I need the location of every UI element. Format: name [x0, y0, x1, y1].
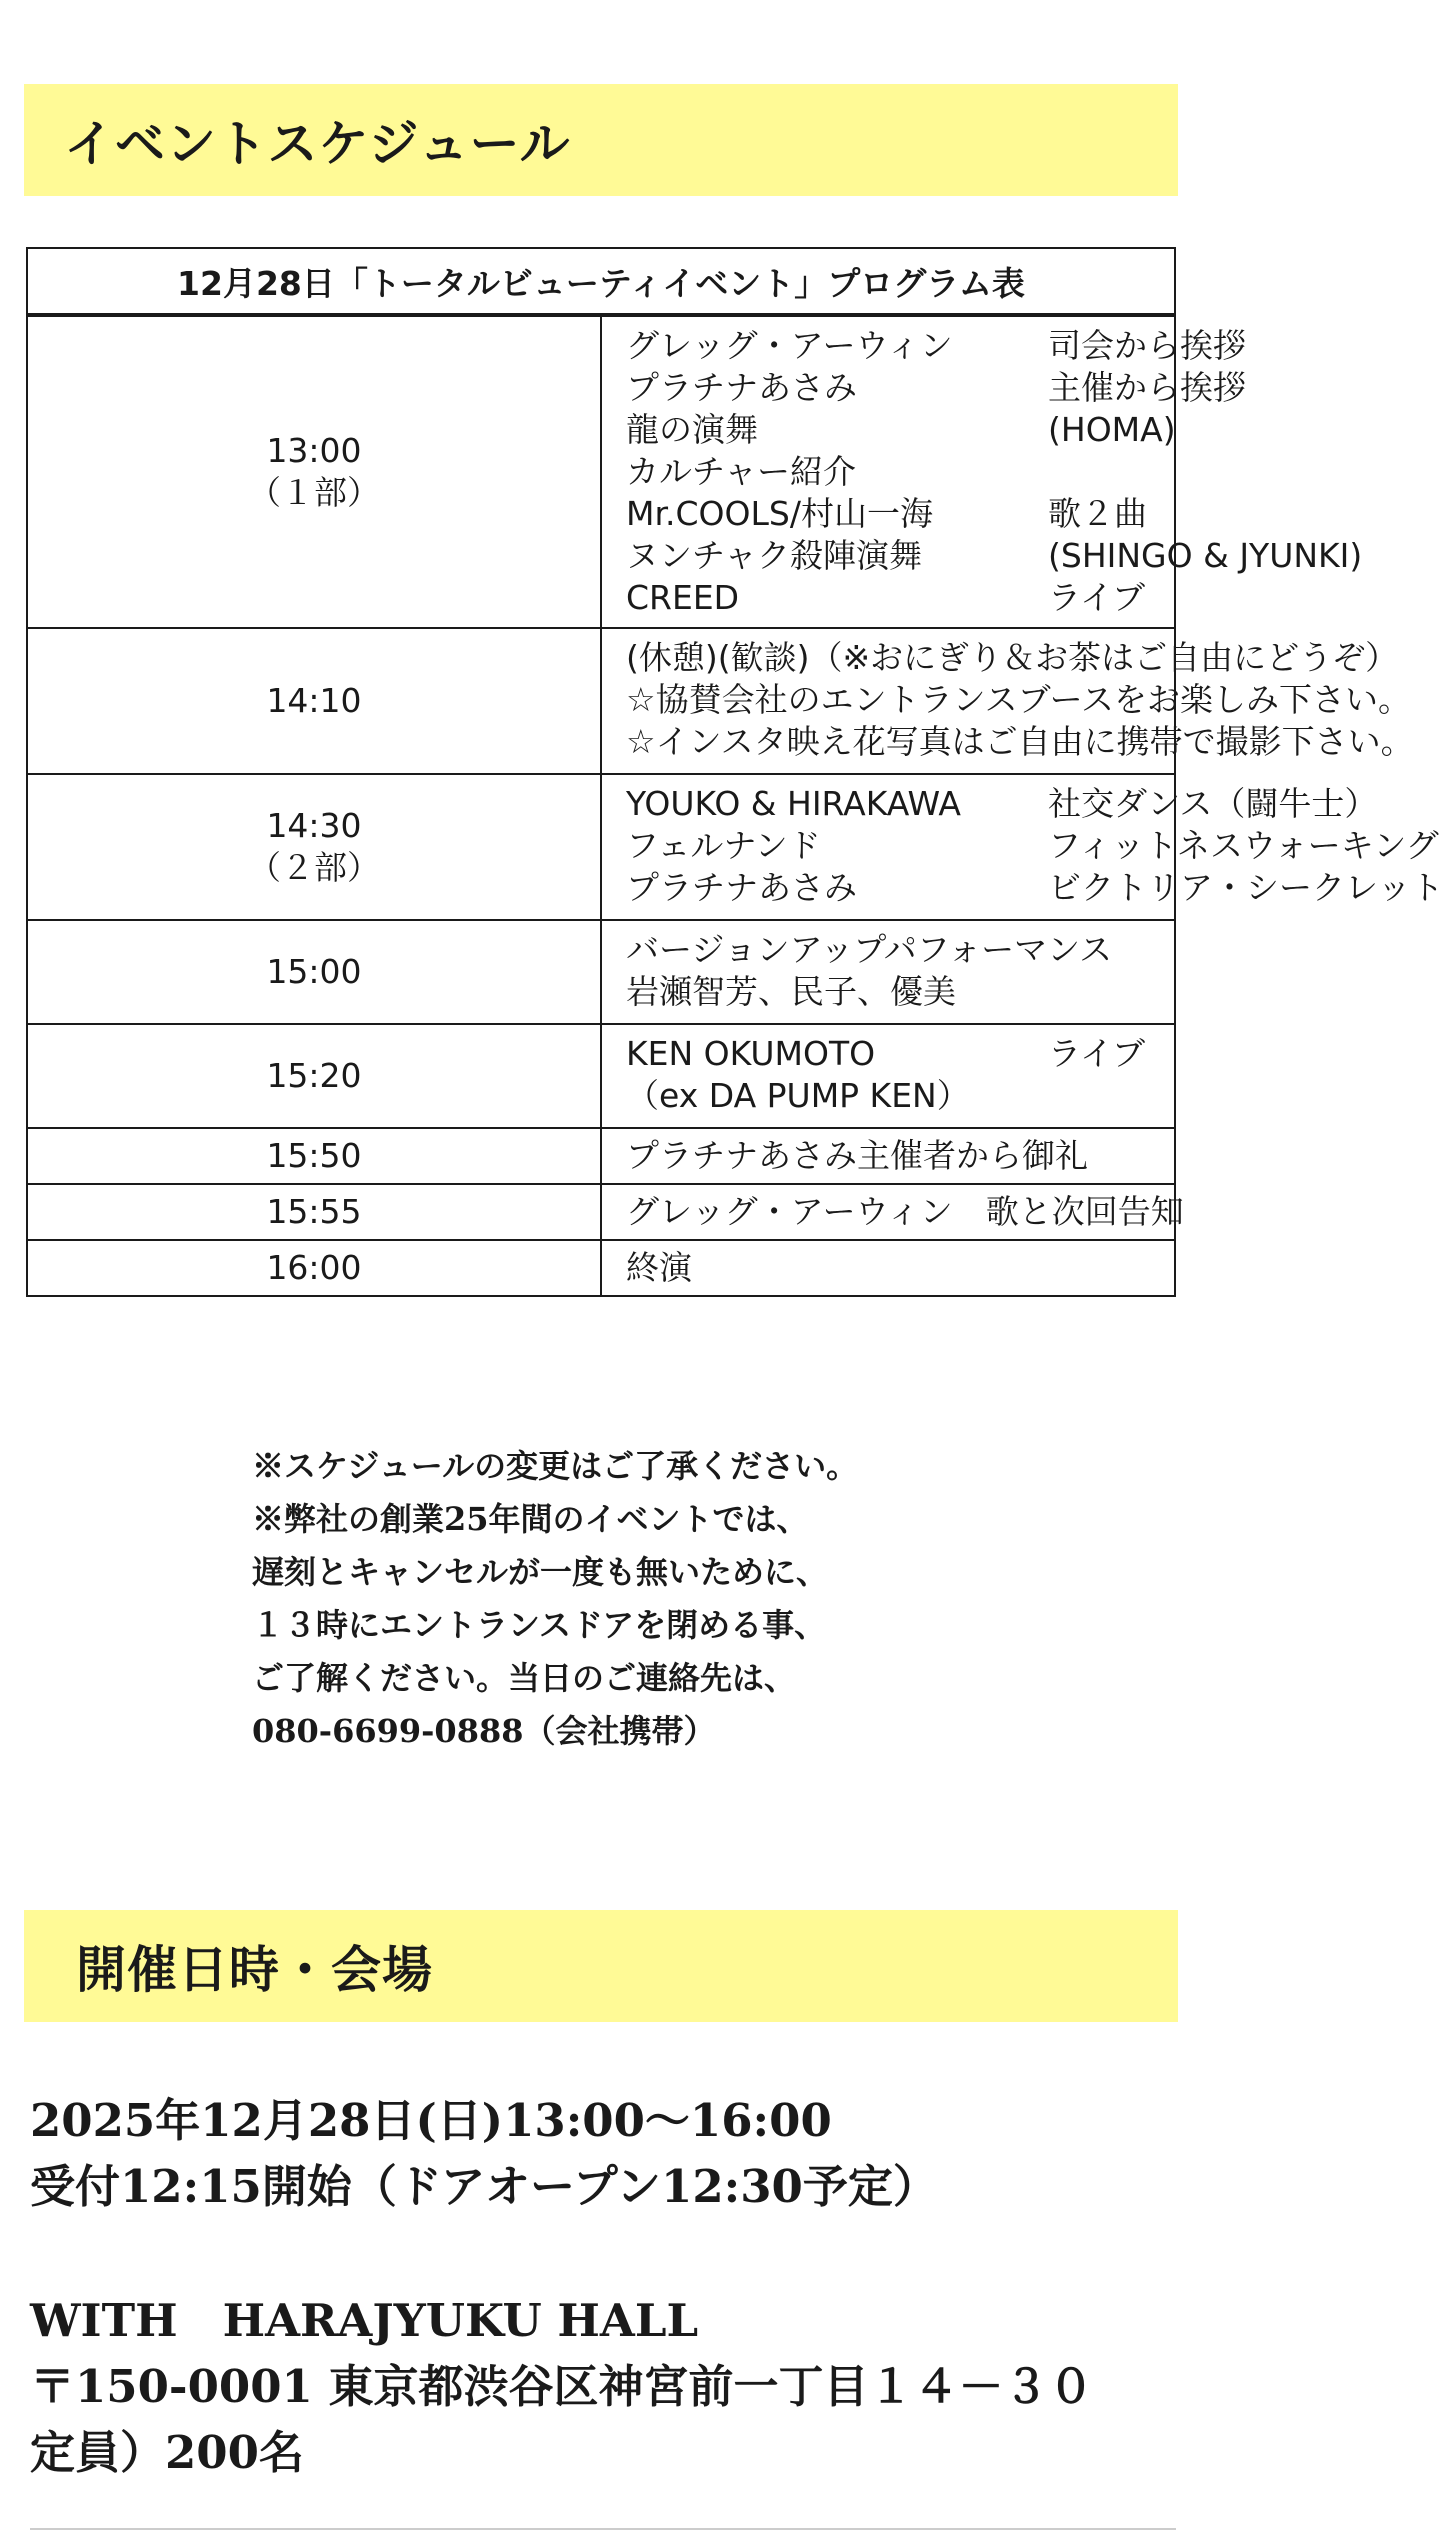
performance-description: ライブ: [1048, 578, 1146, 617]
program-line: [626, 325, 1246, 367]
program-details: [601, 1128, 1175, 1184]
note-line: ※スケジュールの変更はご了承ください。: [252, 1447, 859, 1485]
program-line: [626, 1075, 1174, 1117]
program-time: [27, 920, 601, 1024]
program-row: [27, 1240, 1175, 1296]
program-lines: [626, 1191, 1184, 1233]
program-row: [27, 774, 1175, 920]
program-details: [601, 920, 1175, 1024]
performer: Mr.COOLS/村山一海: [626, 494, 933, 533]
program-line: [626, 1135, 1174, 1177]
performer: プラチナあさみ主催者から御礼: [626, 1136, 1088, 1175]
program-line: [626, 535, 1363, 577]
note-line: １３時にエントランスドアを閉める事、: [252, 1606, 827, 1644]
note-line: 遅刻とキャンセルが一度も無いために、: [252, 1553, 829, 1591]
program-time-value: 14:30: [266, 806, 362, 845]
program-time-value: 13:00: [266, 431, 362, 470]
performance-description: 司会から挨拶: [1048, 326, 1246, 365]
performer: プラチナあさみ: [626, 868, 857, 907]
program-row: [27, 315, 1175, 628]
performer: カルチャー紹介: [626, 452, 857, 491]
program-table: [26, 247, 1444, 1297]
program-details: [601, 315, 1363, 628]
program-details: [601, 1184, 1184, 1240]
program-time: [27, 1024, 601, 1128]
program-line: [626, 1191, 1184, 1233]
program-row: [27, 1128, 1175, 1184]
program-time-value: 14:10: [266, 681, 362, 720]
performance-description: 歌２曲: [1048, 494, 1147, 533]
program-table-caption: 12月28日「トータルビューティイベント」プログラム表: [27, 248, 1175, 315]
program-details: [601, 1240, 1175, 1296]
program-line: [626, 679, 1411, 721]
program-lines: [626, 325, 1363, 619]
program-lines: [626, 1135, 1174, 1177]
venue-capacity: 定員）200名: [30, 2426, 304, 2479]
program-time: [27, 315, 601, 628]
performer: バージョンアップパフォーマンス: [626, 930, 1113, 969]
program-lines: [626, 929, 1174, 1013]
program-line: [626, 493, 1174, 535]
schedule-section-header: [24, 84, 1178, 196]
reception-time: 受付12:15開始（ドアオープン12:30予定）: [30, 2160, 938, 2213]
performance-description: 主催から挨拶: [1048, 368, 1246, 407]
performer: 岩瀬智芳、民子、優美: [626, 972, 956, 1011]
program-line: [626, 409, 1174, 451]
program-line: [626, 929, 1174, 971]
program-part-label: （１部）: [248, 473, 380, 512]
program-part-label: （２部）: [248, 848, 380, 887]
performer: YOUKO & HIRAKAWA: [626, 784, 961, 823]
program-details: [601, 774, 1444, 920]
program-line: [626, 867, 1444, 909]
venue-section-title: 開催日時・会場: [76, 1940, 433, 1999]
performer: プラチナあさみ: [626, 368, 857, 407]
performer: グレッグ・アーウィン: [626, 326, 953, 365]
performer: ヌンチャク殺陣演舞: [626, 536, 923, 575]
program-time-value: 15:55: [266, 1192, 362, 1231]
performer: (休憩)(歓談)（※おにぎり＆お茶はご自由にどうぞ）: [626, 638, 1399, 677]
performance-description: ビクトリア・シークレット: [1048, 868, 1444, 907]
note-line: ※弊社の創業25年間のイベントでは、: [252, 1500, 809, 1538]
program-line: [626, 721, 1414, 763]
program-time: [27, 774, 601, 920]
schedule-section-title: イベントスケジュール: [64, 114, 571, 173]
event-info: [30, 2088, 1094, 2486]
program-details: [601, 1024, 1175, 1128]
program-line: [626, 1247, 1174, 1289]
program-line: [626, 1033, 1174, 1075]
contact-phone: 080-6699-0888（会社携帯）: [252, 1712, 716, 1750]
program-lines: [626, 1247, 1174, 1289]
program-time-value: 15:00: [266, 952, 362, 991]
program-lines: [626, 783, 1444, 909]
performance-description: ライブ: [1048, 1034, 1146, 1073]
performer: CREED: [626, 578, 740, 617]
program-lines: [626, 1033, 1174, 1117]
program-line: [626, 577, 1174, 619]
performer: グレッグ・アーウィン 歌と次回告知: [626, 1192, 1184, 1231]
divider: [30, 2528, 1176, 2530]
program-row: [27, 1184, 1175, 1240]
event-date-time: 2025年12月28日(日)13:00〜16:00: [30, 2094, 832, 2147]
schedule-notes: [252, 1440, 858, 1758]
program-table-caption-row: [27, 248, 1175, 315]
venue-name: WITH HARAJYUKU HALL: [30, 2294, 699, 2347]
program-time: [27, 1240, 601, 1296]
program-time-value: 15:50: [266, 1136, 362, 1175]
venue-address: 〒150-0001 東京都渋谷区神宮前一丁目１４－３０: [30, 2360, 1094, 2413]
program-line: [626, 451, 1174, 493]
program-row: [27, 920, 1175, 1024]
program-row: [27, 628, 1175, 774]
performance-description: 社交ダンス（闘牛士）: [1048, 784, 1378, 823]
performance-description: (SHINGO & JYUNKI): [1048, 536, 1363, 575]
program-details: [601, 628, 1414, 774]
note-line: ご了解ください。当日のご連絡先は、: [252, 1659, 797, 1697]
performance-description: (HOMA): [1048, 410, 1176, 449]
program-time: [27, 628, 601, 774]
performer: 終演: [626, 1248, 692, 1287]
program-line: [626, 637, 1399, 679]
performer: フェルナンド: [626, 826, 821, 865]
performer: ☆インスタ映え花写真はご自由に携帯で撮影下さい。: [626, 722, 1414, 761]
program-time-value: 16:00: [266, 1248, 362, 1287]
program-time: [27, 1184, 601, 1240]
program-line: [626, 367, 1246, 409]
performance-description: フィットネスウォーキング: [1048, 826, 1439, 865]
performer: （ex DA PUMP KEN）: [626, 1076, 970, 1115]
info-spacer: [30, 2220, 1094, 2288]
program-line: [626, 783, 1378, 825]
venue-section-header: [24, 1910, 1178, 2022]
performer: ☆協賛会社のエントランスブースをお楽しみ下さい。: [626, 680, 1411, 719]
program-lines: [626, 637, 1414, 763]
program-line: [626, 971, 1174, 1013]
program-time: [27, 1128, 601, 1184]
performer: 龍の演舞: [626, 410, 758, 449]
performer: KEN OKUMOTO: [626, 1034, 876, 1073]
program-line: [626, 825, 1439, 867]
program-row: [27, 1024, 1175, 1128]
program-time-value: 15:20: [266, 1056, 362, 1095]
